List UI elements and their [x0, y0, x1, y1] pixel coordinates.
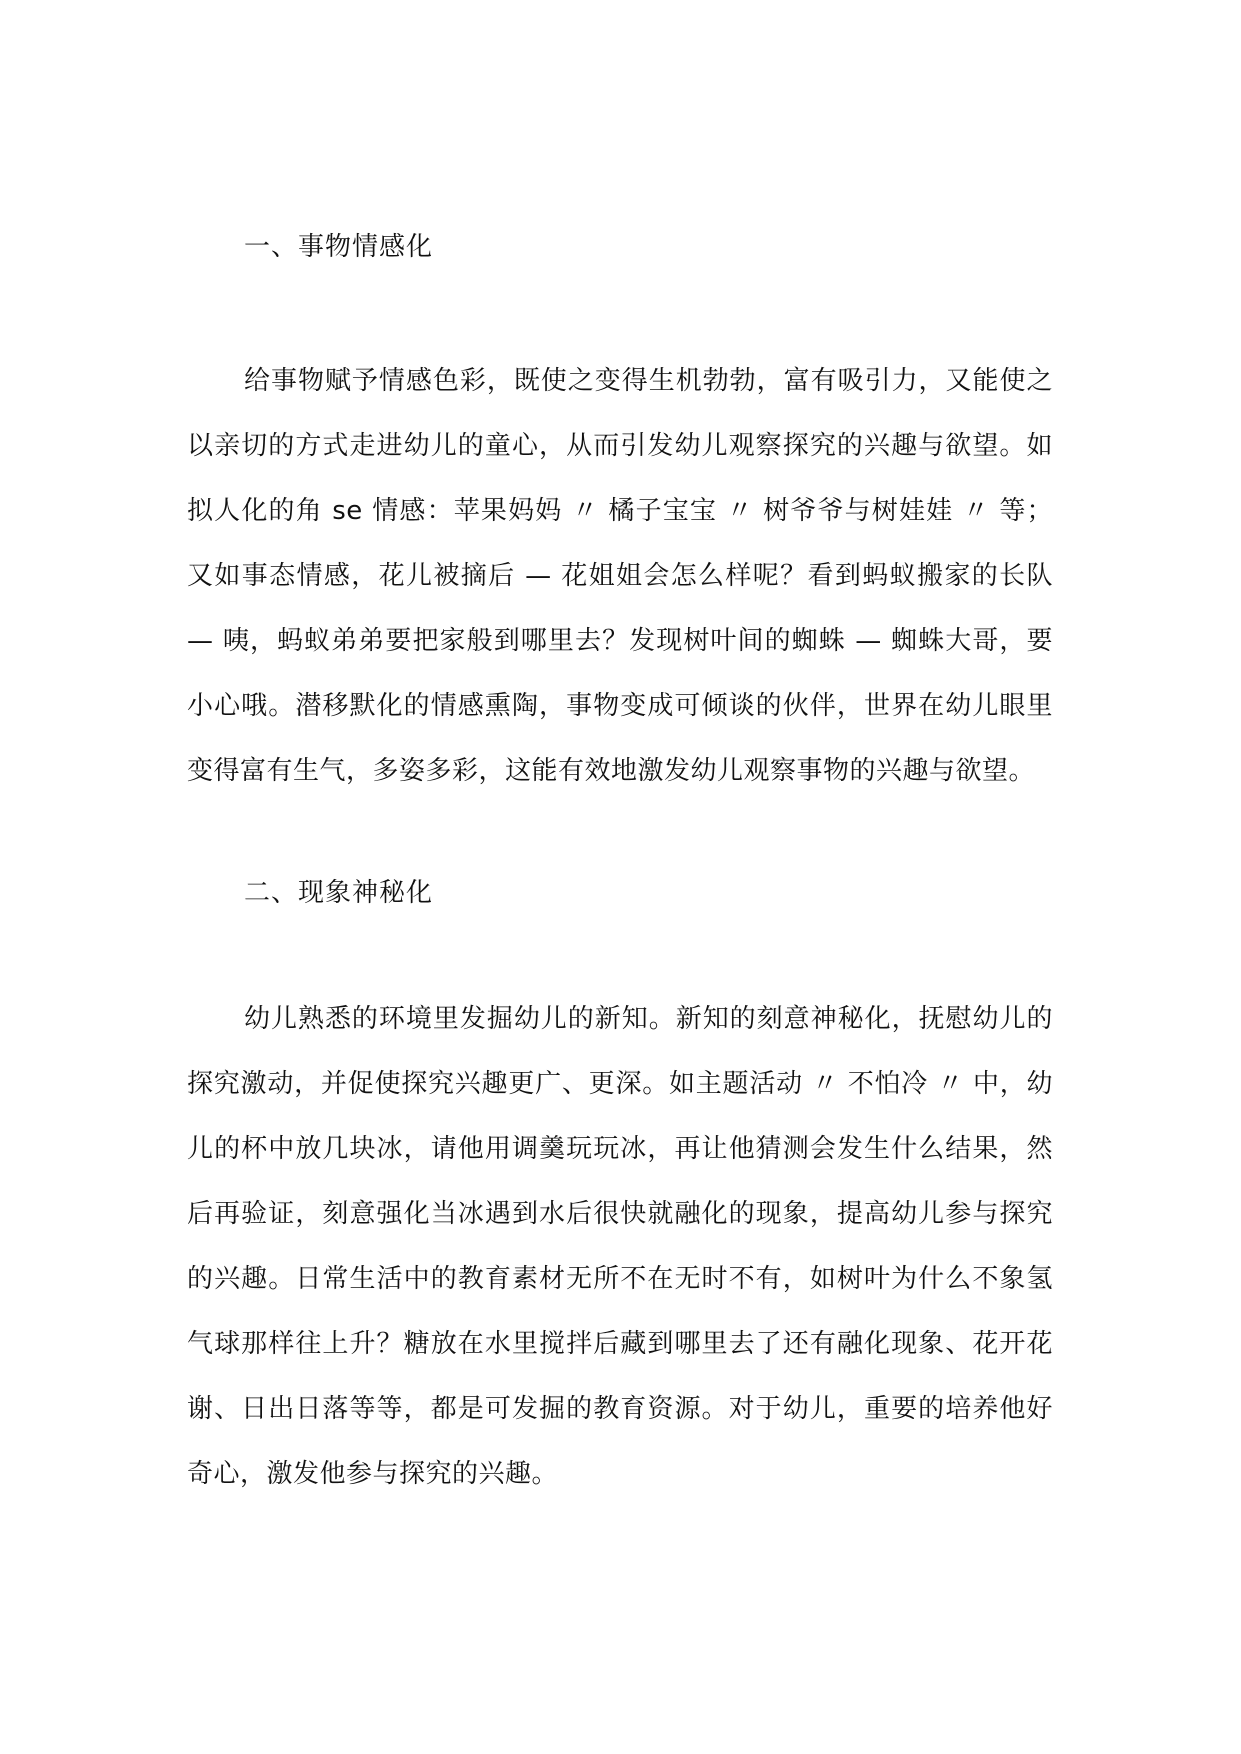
section-paragraph-2: 幼儿熟悉的环境里发掘幼儿的新知。新知的刻意神秘化，抚慰幼儿的探究激动，并促使探究兴趣更广、更深。如主题活动 〃 不怕冷 〃 中，幼儿的杯中放几块冰，请他用调羹玩玩冰，再让他猜测会发生什么结果，然后再验证，刻意强化当冰遇到水后很快就融化的现象，提高幼儿参与探究的兴趣。日常生活中的教育素材无所不在无时不有，如树叶为什么不象氢气球那样往上升？糖放在水里搅拌后藏到哪里去了还有融化现象、花开花谢、日出日落等等，都是可发掘的教育资源。对于幼儿，重要的培养他好奇心，激发他参与探究的兴趣。 — [187, 1004, 1053, 1489]
section-heading-1: 一、事物情感化 — [244, 232, 434, 262]
section-paragraph-1: 给事物赋予情感色彩，既使之变得生机勃勃，富有吸引力，又能使之以亲切的方式走进幼儿的童心，从而引发幼儿观察探究的兴趣与欲望。如拟人化的角 se 情感：苹果妈妈 〃 橘子宝宝 〃 树爷爷与树娃娃 〃 等；又如事态情感，花儿被摘后 — 花姐姐会怎么样呢？看到蚂蚁搬家的长队 — 咦，蚂蚁弟弟要把家般到哪里去？发现树叶间的蜘蛛 — 蜘蛛大哥，要小心哦。潜移默化的情感熏陶，事物变成可倾谈的伙伴，世界在幼儿眼里变得富有生气，多姿多彩，这能有效地激发幼儿观察事物的兴趣与欲望。 — [187, 366, 1053, 786]
section-heading-2: 二、现象神秘化 — [244, 878, 434, 908]
document-content — [187, 218, 1053, 1507]
